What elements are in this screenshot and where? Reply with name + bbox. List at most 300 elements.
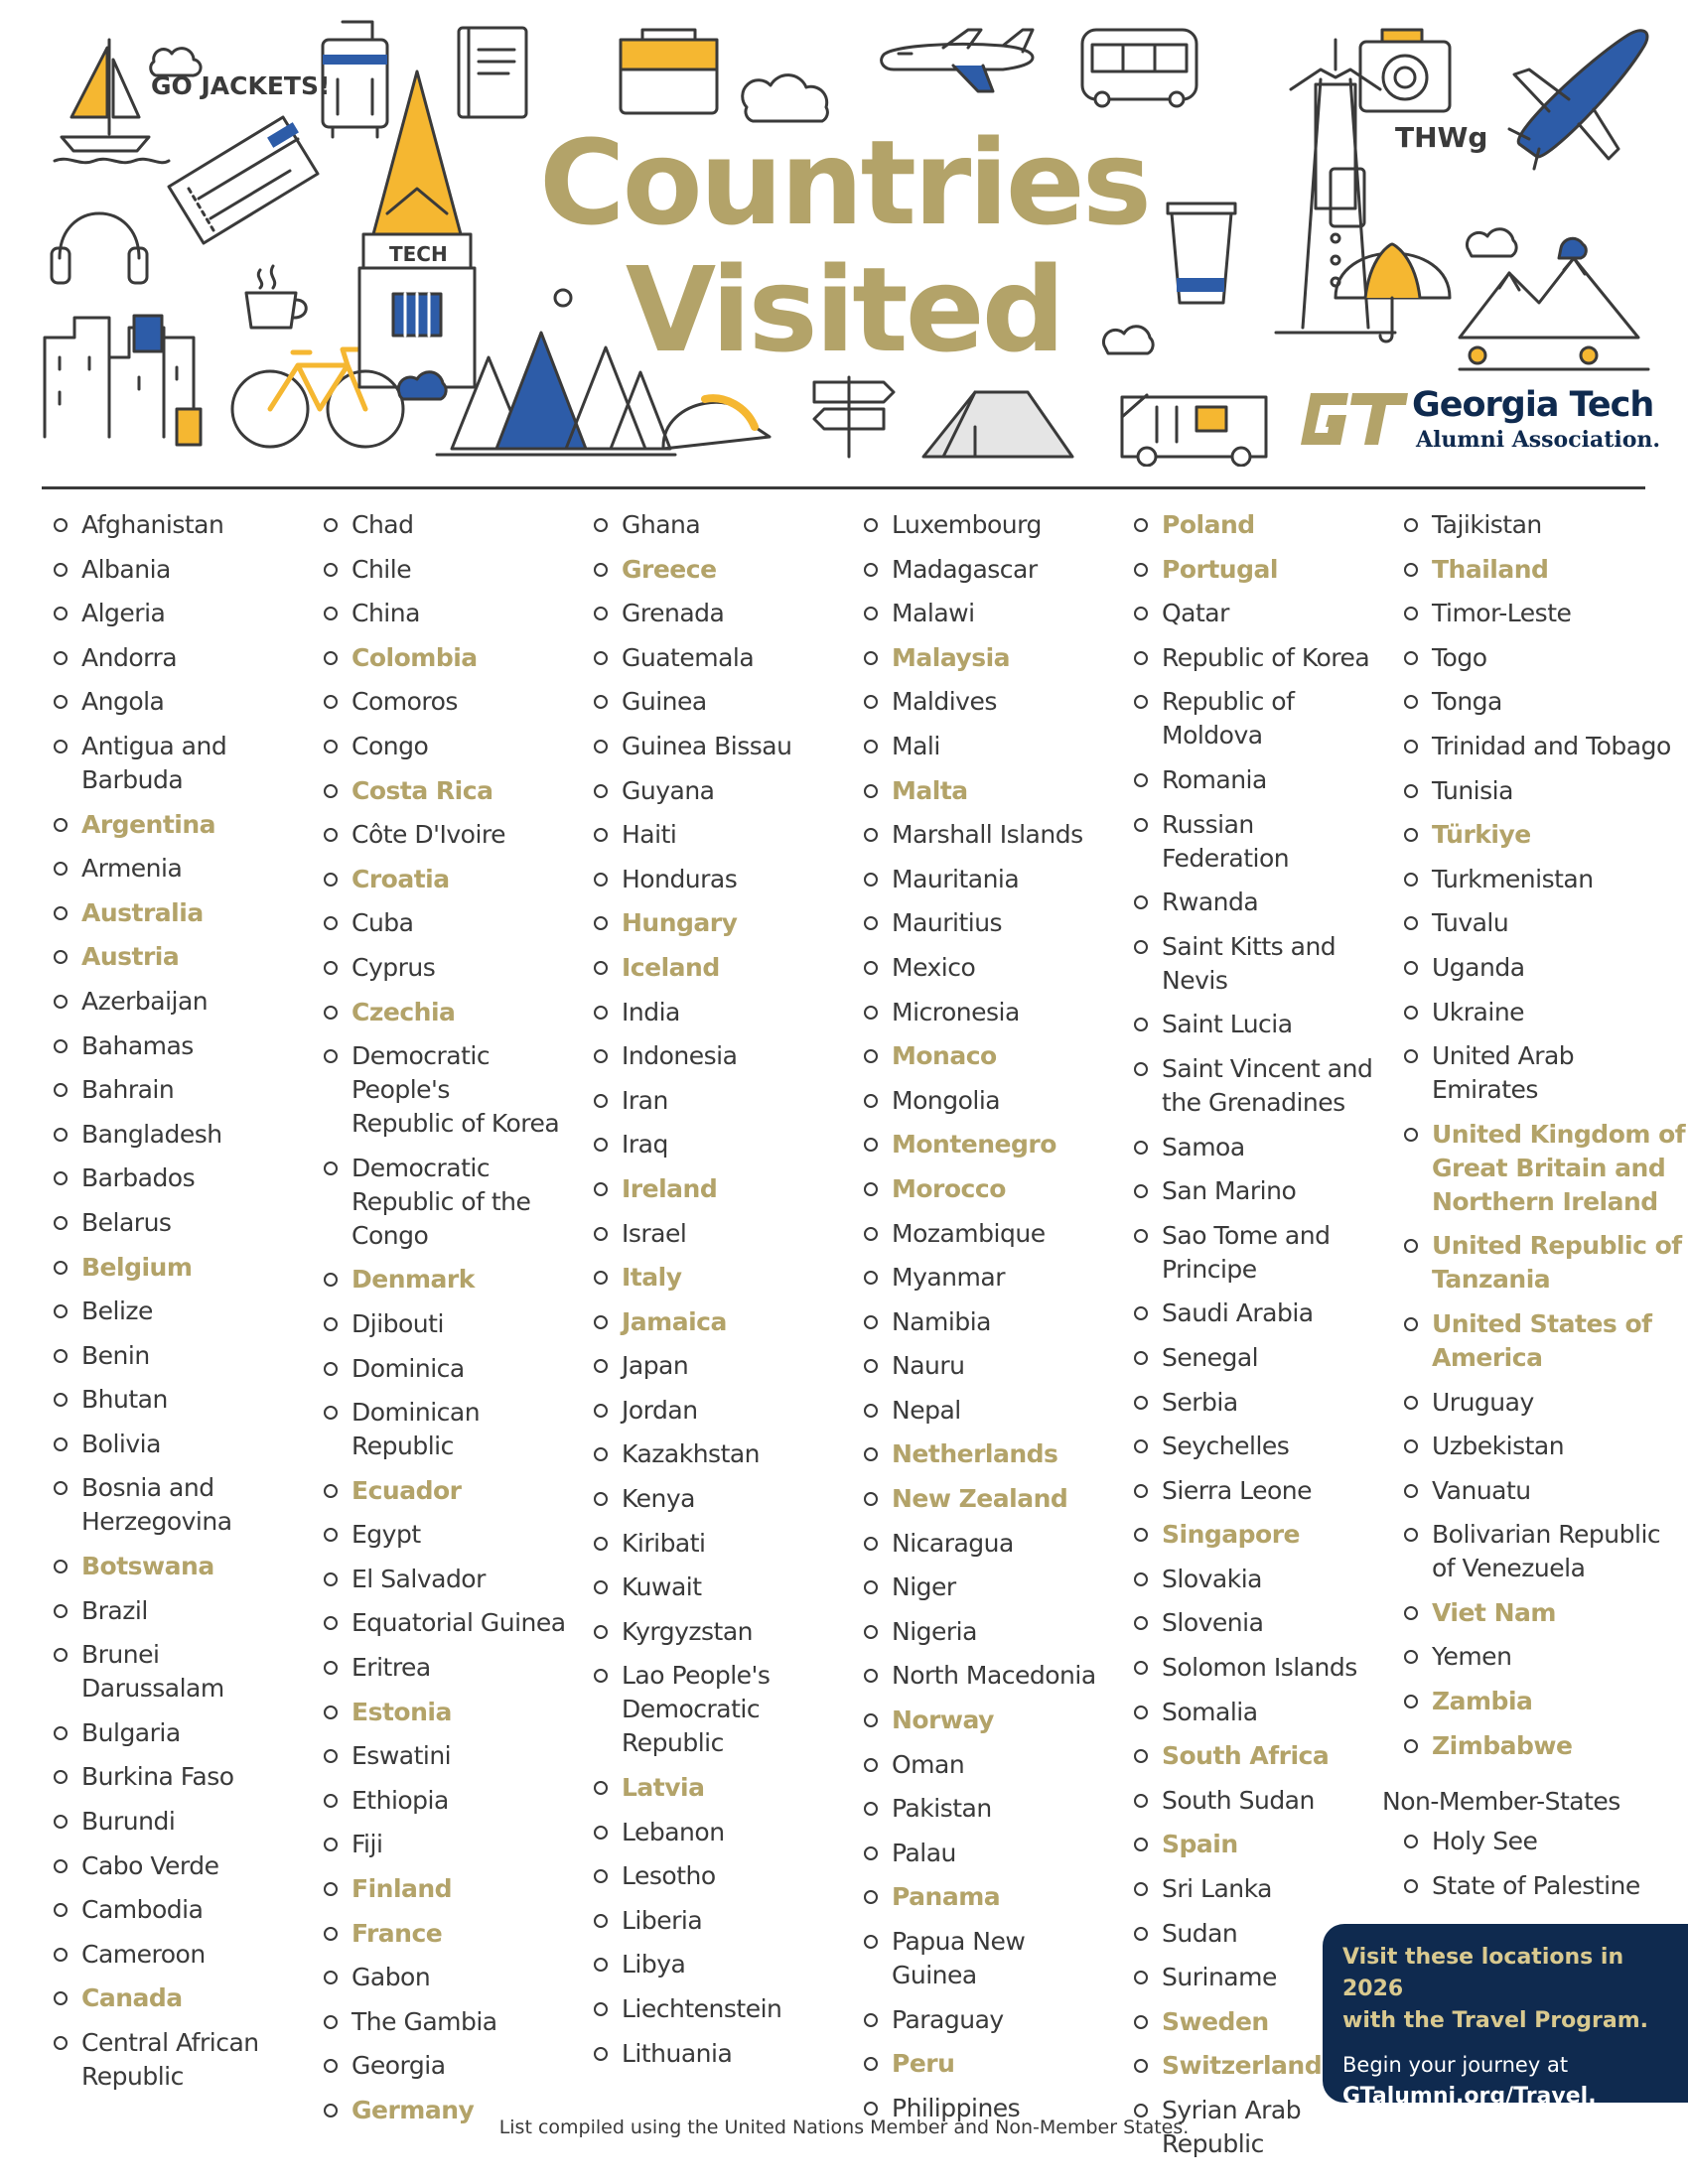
checkbox-circle-icon[interactable] xyxy=(54,1859,68,1873)
country-checkbox-item[interactable] xyxy=(1128,1341,1386,1375)
country-checkbox-item[interactable] xyxy=(48,1161,306,1195)
checkbox-circle-icon[interactable] xyxy=(864,1758,878,1772)
checkbox-circle-icon[interactable] xyxy=(594,828,608,842)
checkbox-circle-icon[interactable] xyxy=(594,1580,608,1594)
checkbox-circle-icon[interactable] xyxy=(1404,1739,1418,1753)
checkbox-circle-icon[interactable] xyxy=(1404,873,1418,887)
country-checkbox-item[interactable] xyxy=(48,808,306,842)
country-checkbox-item[interactable] xyxy=(1398,508,1686,542)
country-checkbox-item[interactable] xyxy=(318,1961,576,1994)
country-checkbox-item[interactable] xyxy=(1128,597,1386,630)
checkbox-circle-icon[interactable] xyxy=(324,1273,338,1287)
country-checkbox-item[interactable] xyxy=(588,1437,846,1471)
checkbox-circle-icon[interactable] xyxy=(1134,1184,1148,1198)
checkbox-circle-icon[interactable] xyxy=(324,651,338,665)
checkbox-circle-icon[interactable] xyxy=(1134,695,1148,709)
country-checkbox-item[interactable] xyxy=(1398,1474,1686,1508)
country-checkbox-item[interactable] xyxy=(1398,996,1686,1029)
country-checkbox-item[interactable] xyxy=(1398,1685,1686,1718)
checkbox-circle-icon[interactable] xyxy=(54,1726,68,1740)
country-checkbox-item[interactable] xyxy=(588,1771,846,1805)
checkbox-circle-icon[interactable] xyxy=(594,1182,608,1196)
country-checkbox-item[interactable] xyxy=(858,1748,1116,1782)
country-checkbox-item[interactable] xyxy=(858,818,1116,852)
checkbox-circle-icon[interactable] xyxy=(54,740,68,753)
country-checkbox-item[interactable] xyxy=(1128,1651,1386,1685)
country-checkbox-item[interactable] xyxy=(588,1992,846,2026)
country-checkbox-item[interactable] xyxy=(588,1816,846,1849)
checkbox-circle-icon[interactable] xyxy=(594,873,608,887)
country-checkbox-item[interactable] xyxy=(318,2049,576,2083)
checkbox-circle-icon[interactable] xyxy=(864,1890,878,1904)
checkbox-circle-icon[interactable] xyxy=(1404,651,1418,665)
checkbox-circle-icon[interactable] xyxy=(594,1006,608,1020)
country-checkbox-item[interactable] xyxy=(318,1917,576,1951)
checkbox-circle-icon[interactable] xyxy=(1404,1439,1418,1453)
country-checkbox-item[interactable] xyxy=(588,1948,846,1981)
checkbox-circle-icon[interactable] xyxy=(54,1128,68,1142)
checkbox-circle-icon[interactable] xyxy=(864,1049,878,1063)
country-checkbox-item[interactable] xyxy=(48,1428,306,1461)
checkbox-circle-icon[interactable] xyxy=(54,1039,68,1053)
country-checkbox-item[interactable] xyxy=(1128,1474,1386,1508)
country-checkbox-item[interactable] xyxy=(318,1651,576,1685)
checkbox-circle-icon[interactable] xyxy=(1404,607,1418,620)
country-checkbox-item[interactable] xyxy=(858,951,1116,985)
country-checkbox-item[interactable] xyxy=(588,730,846,763)
country-checkbox-item[interactable] xyxy=(48,1760,306,1794)
checkbox-circle-icon[interactable] xyxy=(864,1227,878,1241)
checkbox-circle-icon[interactable] xyxy=(594,695,608,709)
checkbox-circle-icon[interactable] xyxy=(864,1447,878,1461)
country-checkbox-item[interactable] xyxy=(318,774,576,808)
checkbox-circle-icon[interactable] xyxy=(1404,1650,1418,1664)
checkbox-circle-icon[interactable] xyxy=(1134,607,1148,620)
checkbox-circle-icon[interactable] xyxy=(1404,740,1418,753)
country-checkbox-item[interactable] xyxy=(858,1437,1116,1471)
country-checkbox-item[interactable] xyxy=(858,1482,1116,1516)
country-checkbox-item[interactable] xyxy=(1398,1825,1686,1858)
checkbox-circle-icon[interactable] xyxy=(1404,1006,1418,1020)
checkbox-circle-icon[interactable] xyxy=(324,1528,338,1542)
checkbox-circle-icon[interactable] xyxy=(1134,1484,1148,1498)
country-checkbox-item[interactable] xyxy=(1128,1131,1386,1164)
checkbox-circle-icon[interactable] xyxy=(1134,773,1148,787)
checkbox-circle-icon[interactable] xyxy=(54,1437,68,1451)
checkbox-circle-icon[interactable] xyxy=(864,1271,878,1285)
checkbox-circle-icon[interactable] xyxy=(1134,1528,1148,1542)
checkbox-circle-icon[interactable] xyxy=(54,1393,68,1407)
checkbox-circle-icon[interactable] xyxy=(1404,1317,1418,1331)
country-checkbox-item[interactable] xyxy=(48,1550,306,1583)
country-checkbox-item[interactable] xyxy=(858,553,1116,587)
country-checkbox-item[interactable] xyxy=(48,985,306,1019)
country-checkbox-item[interactable] xyxy=(48,1805,306,1839)
country-checkbox-item[interactable] xyxy=(1398,1596,1686,1630)
checkbox-circle-icon[interactable] xyxy=(1404,1049,1418,1063)
country-checkbox-item[interactable] xyxy=(1128,1696,1386,1729)
country-checkbox-item[interactable] xyxy=(48,1251,306,1285)
checkbox-circle-icon[interactable] xyxy=(1134,563,1148,577)
checkbox-circle-icon[interactable] xyxy=(1134,1838,1148,1851)
country-checkbox-item[interactable] xyxy=(1128,1297,1386,1330)
country-checkbox-item[interactable] xyxy=(1398,774,1686,808)
country-checkbox-item[interactable] xyxy=(588,951,846,985)
checkbox-circle-icon[interactable] xyxy=(324,1838,338,1851)
country-checkbox-item[interactable] xyxy=(48,685,306,719)
checkbox-circle-icon[interactable] xyxy=(864,2057,878,2071)
country-checkbox-item[interactable] xyxy=(1128,1219,1386,1287)
checkbox-circle-icon[interactable] xyxy=(1134,895,1148,909)
country-checkbox-item[interactable] xyxy=(1398,1307,1686,1375)
checkbox-circle-icon[interactable] xyxy=(1404,916,1418,930)
promo-link[interactable]: GTalumni.org/Travel. xyxy=(1342,2084,1597,2109)
checkbox-circle-icon[interactable] xyxy=(324,1006,338,1020)
checkbox-circle-icon[interactable] xyxy=(864,1006,878,1020)
country-checkbox-item[interactable] xyxy=(1128,685,1386,752)
checkbox-circle-icon[interactable] xyxy=(864,1802,878,1816)
country-checkbox-item[interactable] xyxy=(588,1615,846,1649)
country-checkbox-item[interactable] xyxy=(1128,1518,1386,1552)
country-checkbox-item[interactable] xyxy=(48,1981,306,2015)
checkbox-circle-icon[interactable] xyxy=(324,2104,338,2117)
checkbox-circle-icon[interactable] xyxy=(594,2047,608,2061)
country-checkbox-item[interactable] xyxy=(1128,1606,1386,1640)
country-checkbox-item[interactable] xyxy=(588,1482,846,1516)
checkbox-circle-icon[interactable] xyxy=(1404,1879,1418,1893)
checkbox-circle-icon[interactable] xyxy=(594,1781,608,1795)
country-checkbox-item[interactable] xyxy=(48,641,306,675)
country-checkbox-item[interactable] xyxy=(48,896,306,930)
country-checkbox-item[interactable] xyxy=(1128,1784,1386,1818)
checkbox-circle-icon[interactable] xyxy=(54,2036,68,2050)
country-checkbox-item[interactable] xyxy=(48,852,306,886)
country-checkbox-item[interactable] xyxy=(588,685,846,719)
country-checkbox-item[interactable] xyxy=(588,1128,846,1161)
country-checkbox-item[interactable] xyxy=(1128,1386,1386,1420)
checkbox-circle-icon[interactable] xyxy=(54,563,68,577)
country-checkbox-item[interactable] xyxy=(318,818,576,852)
checkbox-circle-icon[interactable] xyxy=(864,1625,878,1639)
country-checkbox-item[interactable] xyxy=(588,906,846,940)
checkbox-circle-icon[interactable] xyxy=(324,1161,338,1175)
country-checkbox-item[interactable] xyxy=(1398,597,1686,630)
country-checkbox-item[interactable] xyxy=(858,1349,1116,1383)
country-checkbox-item[interactable] xyxy=(1128,1828,1386,1861)
checkbox-circle-icon[interactable] xyxy=(1134,2059,1148,2073)
country-checkbox-item[interactable] xyxy=(858,597,1116,630)
country-checkbox-item[interactable] xyxy=(588,863,846,896)
country-checkbox-item[interactable] xyxy=(858,1925,1116,1992)
country-checkbox-item[interactable] xyxy=(1398,1386,1686,1420)
checkbox-circle-icon[interactable] xyxy=(594,1537,608,1551)
country-checkbox-item[interactable] xyxy=(588,1859,846,1893)
checkbox-circle-icon[interactable] xyxy=(1134,818,1148,832)
country-checkbox-item[interactable] xyxy=(588,597,846,630)
checkbox-circle-icon[interactable] xyxy=(54,995,68,1009)
checkbox-circle-icon[interactable] xyxy=(864,1492,878,1506)
country-checkbox-item[interactable] xyxy=(1398,1430,1686,1463)
country-checkbox-item[interactable] xyxy=(1398,553,1686,587)
checkbox-circle-icon[interactable] xyxy=(324,2059,338,2073)
country-checkbox-item[interactable] xyxy=(318,1518,576,1552)
checkbox-circle-icon[interactable] xyxy=(594,651,608,665)
checkbox-circle-icon[interactable] xyxy=(594,1447,608,1461)
country-checkbox-item[interactable] xyxy=(1128,930,1386,998)
country-checkbox-item[interactable] xyxy=(858,1394,1116,1428)
country-checkbox-item[interactable] xyxy=(1398,906,1686,940)
checkbox-circle-icon[interactable] xyxy=(324,1572,338,1586)
country-checkbox-item[interactable] xyxy=(318,1696,576,1729)
checkbox-circle-icon[interactable] xyxy=(594,1669,608,1683)
checkbox-circle-icon[interactable] xyxy=(864,916,878,930)
country-checkbox-item[interactable] xyxy=(318,553,576,587)
checkbox-circle-icon[interactable] xyxy=(1134,651,1148,665)
checkbox-circle-icon[interactable] xyxy=(324,1927,338,1941)
checkbox-circle-icon[interactable] xyxy=(54,1261,68,1275)
country-checkbox-item[interactable] xyxy=(318,906,576,940)
checkbox-circle-icon[interactable] xyxy=(594,916,608,930)
country-checkbox-item[interactable] xyxy=(858,774,1116,808)
checkbox-circle-icon[interactable] xyxy=(864,1537,878,1551)
checkbox-circle-icon[interactable] xyxy=(1404,961,1418,975)
country-checkbox-item[interactable] xyxy=(318,1872,576,1906)
checkbox-circle-icon[interactable] xyxy=(864,740,878,753)
checkbox-circle-icon[interactable] xyxy=(594,1138,608,1152)
country-checkbox-item[interactable] xyxy=(48,1716,306,1750)
country-checkbox-item[interactable] xyxy=(318,597,576,630)
checkbox-circle-icon[interactable] xyxy=(1404,1695,1418,1708)
country-checkbox-item[interactable] xyxy=(1398,1518,1686,1585)
checkbox-circle-icon[interactable] xyxy=(594,2002,608,2016)
checkbox-circle-icon[interactable] xyxy=(594,1914,608,1928)
checkbox-circle-icon[interactable] xyxy=(54,695,68,709)
checkbox-circle-icon[interactable] xyxy=(864,607,878,620)
checkbox-circle-icon[interactable] xyxy=(1134,1749,1148,1763)
checkbox-circle-icon[interactable] xyxy=(594,1227,608,1241)
country-checkbox-item[interactable] xyxy=(858,1172,1116,1206)
country-checkbox-item[interactable] xyxy=(1128,641,1386,675)
country-checkbox-item[interactable] xyxy=(318,641,576,675)
checkbox-circle-icon[interactable] xyxy=(1404,1484,1418,1498)
checkbox-circle-icon[interactable] xyxy=(1134,1229,1148,1243)
country-checkbox-item[interactable] xyxy=(588,774,846,808)
checkbox-circle-icon[interactable] xyxy=(864,1846,878,1860)
country-checkbox-item[interactable] xyxy=(858,2003,1116,2037)
checkbox-circle-icon[interactable] xyxy=(1404,1128,1418,1142)
country-checkbox-item[interactable] xyxy=(1128,763,1386,797)
country-checkbox-item[interactable] xyxy=(318,1474,576,1508)
checkbox-circle-icon[interactable] xyxy=(1134,1018,1148,1031)
country-checkbox-item[interactable] xyxy=(48,1206,306,1240)
checkbox-circle-icon[interactable] xyxy=(1404,1396,1418,1410)
country-checkbox-item[interactable] xyxy=(48,2026,306,2094)
checkbox-circle-icon[interactable] xyxy=(54,1083,68,1097)
country-checkbox-item[interactable] xyxy=(48,1295,306,1328)
country-checkbox-item[interactable] xyxy=(588,2037,846,2071)
checkbox-circle-icon[interactable] xyxy=(594,740,608,753)
checkbox-circle-icon[interactable] xyxy=(594,784,608,798)
country-checkbox-item[interactable] xyxy=(318,1263,576,1297)
checkbox-circle-icon[interactable] xyxy=(1134,1439,1148,1453)
checkbox-circle-icon[interactable] xyxy=(864,1182,878,1196)
country-checkbox-item[interactable] xyxy=(1128,1174,1386,1208)
country-checkbox-item[interactable] xyxy=(588,818,846,852)
country-checkbox-item[interactable] xyxy=(588,1305,846,1339)
country-checkbox-item[interactable] xyxy=(858,1792,1116,1826)
country-checkbox-item[interactable] xyxy=(48,508,306,542)
country-checkbox-item[interactable] xyxy=(588,508,846,542)
country-checkbox-item[interactable] xyxy=(48,940,306,974)
checkbox-circle-icon[interactable] xyxy=(594,1625,608,1639)
checkbox-circle-icon[interactable] xyxy=(324,518,338,532)
checkbox-circle-icon[interactable] xyxy=(864,873,878,887)
country-checkbox-item[interactable] xyxy=(48,597,306,630)
checkbox-circle-icon[interactable] xyxy=(324,1706,338,1719)
country-checkbox-item[interactable] xyxy=(1128,1563,1386,1596)
checkbox-circle-icon[interactable] xyxy=(594,1094,608,1108)
country-checkbox-item[interactable] xyxy=(48,1339,306,1373)
checkbox-circle-icon[interactable] xyxy=(594,961,608,975)
checkbox-circle-icon[interactable] xyxy=(594,1958,608,1972)
country-checkbox-item[interactable] xyxy=(48,1118,306,1152)
checkbox-circle-icon[interactable] xyxy=(864,1315,878,1329)
checkbox-circle-icon[interactable] xyxy=(324,828,338,842)
checkbox-circle-icon[interactable] xyxy=(324,2015,338,2029)
checkbox-circle-icon[interactable] xyxy=(1404,695,1418,709)
country-checkbox-item[interactable] xyxy=(318,508,576,542)
country-checkbox-item[interactable] xyxy=(858,996,1116,1029)
country-checkbox-item[interactable] xyxy=(318,1606,576,1640)
country-checkbox-item[interactable] xyxy=(1128,553,1386,587)
checkbox-circle-icon[interactable] xyxy=(864,1359,878,1373)
country-checkbox-item[interactable] xyxy=(588,1527,846,1561)
country-checkbox-item[interactable] xyxy=(318,1563,576,1596)
checkbox-circle-icon[interactable] xyxy=(1134,1706,1148,1719)
country-checkbox-item[interactable] xyxy=(588,1570,846,1604)
country-checkbox-item[interactable] xyxy=(1128,508,1386,542)
checkbox-circle-icon[interactable] xyxy=(54,818,68,832)
checkbox-circle-icon[interactable] xyxy=(54,1948,68,1962)
country-checkbox-item[interactable] xyxy=(858,1615,1116,1649)
country-checkbox-item[interactable] xyxy=(858,1659,1116,1693)
checkbox-circle-icon[interactable] xyxy=(594,1492,608,1506)
checkbox-circle-icon[interactable] xyxy=(324,740,338,753)
checkbox-circle-icon[interactable] xyxy=(1134,1396,1148,1410)
checkbox-circle-icon[interactable] xyxy=(54,607,68,620)
country-checkbox-item[interactable] xyxy=(858,863,1116,896)
checkbox-circle-icon[interactable] xyxy=(864,961,878,975)
checkbox-circle-icon[interactable] xyxy=(864,1094,878,1108)
country-checkbox-item[interactable] xyxy=(1128,1008,1386,1041)
checkbox-circle-icon[interactable] xyxy=(324,1749,338,1763)
checkbox-circle-icon[interactable] xyxy=(324,873,338,887)
country-checkbox-item[interactable] xyxy=(318,951,576,985)
country-checkbox-item[interactable] xyxy=(318,730,576,763)
country-checkbox-item[interactable] xyxy=(858,685,1116,719)
checkbox-circle-icon[interactable] xyxy=(864,1713,878,1727)
checkbox-circle-icon[interactable] xyxy=(54,1604,68,1618)
country-checkbox-item[interactable] xyxy=(1398,641,1686,675)
country-checkbox-item[interactable] xyxy=(1128,886,1386,919)
country-checkbox-item[interactable] xyxy=(1128,1872,1386,1906)
checkbox-circle-icon[interactable] xyxy=(324,1049,338,1063)
checkbox-circle-icon[interactable] xyxy=(54,1304,68,1318)
checkbox-circle-icon[interactable] xyxy=(1134,1661,1148,1675)
checkbox-circle-icon[interactable] xyxy=(594,1404,608,1418)
country-checkbox-item[interactable] xyxy=(318,685,576,719)
checkbox-circle-icon[interactable] xyxy=(1404,1606,1418,1620)
checkbox-circle-icon[interactable] xyxy=(1134,1927,1148,1941)
checkbox-circle-icon[interactable] xyxy=(1404,784,1418,798)
country-checkbox-item[interactable] xyxy=(48,1594,306,1628)
country-checkbox-item[interactable] xyxy=(858,730,1116,763)
checkbox-circle-icon[interactable] xyxy=(864,651,878,665)
checkbox-circle-icon[interactable] xyxy=(1404,1528,1418,1542)
country-checkbox-item[interactable] xyxy=(48,1073,306,1107)
country-checkbox-item[interactable] xyxy=(858,1305,1116,1339)
country-checkbox-item[interactable] xyxy=(1398,951,1686,985)
country-checkbox-item[interactable] xyxy=(48,1849,306,1883)
checkbox-circle-icon[interactable] xyxy=(324,607,338,620)
checkbox-circle-icon[interactable] xyxy=(1134,1794,1148,1808)
country-checkbox-item[interactable] xyxy=(48,1938,306,1972)
checkbox-circle-icon[interactable] xyxy=(54,1349,68,1363)
checkbox-circle-icon[interactable] xyxy=(864,1580,878,1594)
checkbox-circle-icon[interactable] xyxy=(54,1560,68,1573)
country-checkbox-item[interactable] xyxy=(48,553,306,587)
checkbox-circle-icon[interactable] xyxy=(324,1406,338,1420)
country-checkbox-item[interactable] xyxy=(858,1570,1116,1604)
checkbox-circle-icon[interactable] xyxy=(1404,563,1418,577)
checkbox-circle-icon[interactable] xyxy=(864,1404,878,1418)
checkbox-circle-icon[interactable] xyxy=(864,784,878,798)
country-checkbox-item[interactable] xyxy=(318,1784,576,1818)
checkbox-circle-icon[interactable] xyxy=(594,1271,608,1285)
country-checkbox-item[interactable] xyxy=(1398,1229,1686,1297)
country-checkbox-item[interactable] xyxy=(318,996,576,1029)
checkbox-circle-icon[interactable] xyxy=(1134,1616,1148,1630)
country-checkbox-item[interactable] xyxy=(1398,1118,1686,1219)
checkbox-circle-icon[interactable] xyxy=(324,1971,338,1984)
checkbox-circle-icon[interactable] xyxy=(864,828,878,842)
country-checkbox-item[interactable] xyxy=(588,1084,846,1118)
country-checkbox-item[interactable] xyxy=(588,1172,846,1206)
country-checkbox-item[interactable] xyxy=(1398,1729,1686,1763)
checkbox-circle-icon[interactable] xyxy=(54,1991,68,2005)
country-checkbox-item[interactable] xyxy=(1398,1869,1686,1903)
country-checkbox-item[interactable] xyxy=(318,1039,576,1141)
country-checkbox-item[interactable] xyxy=(318,863,576,896)
checkbox-circle-icon[interactable] xyxy=(864,1138,878,1152)
country-checkbox-item[interactable] xyxy=(48,1893,306,1927)
checkbox-circle-icon[interactable] xyxy=(594,1359,608,1373)
country-checkbox-item[interactable] xyxy=(1398,1640,1686,1674)
country-checkbox-item[interactable] xyxy=(588,996,846,1029)
country-checkbox-item[interactable] xyxy=(858,1128,1116,1161)
checkbox-circle-icon[interactable] xyxy=(594,563,608,577)
country-checkbox-item[interactable] xyxy=(858,1527,1116,1561)
country-checkbox-item[interactable] xyxy=(318,1828,576,1861)
checkbox-circle-icon[interactable] xyxy=(594,1315,608,1329)
country-checkbox-item[interactable] xyxy=(48,1383,306,1417)
country-checkbox-item[interactable] xyxy=(1398,863,1686,896)
country-checkbox-item[interactable] xyxy=(318,1307,576,1341)
checkbox-circle-icon[interactable] xyxy=(1134,1882,1148,1896)
country-checkbox-item[interactable] xyxy=(48,1638,306,1706)
checkbox-circle-icon[interactable] xyxy=(1404,1239,1418,1253)
country-checkbox-item[interactable] xyxy=(588,1261,846,1295)
